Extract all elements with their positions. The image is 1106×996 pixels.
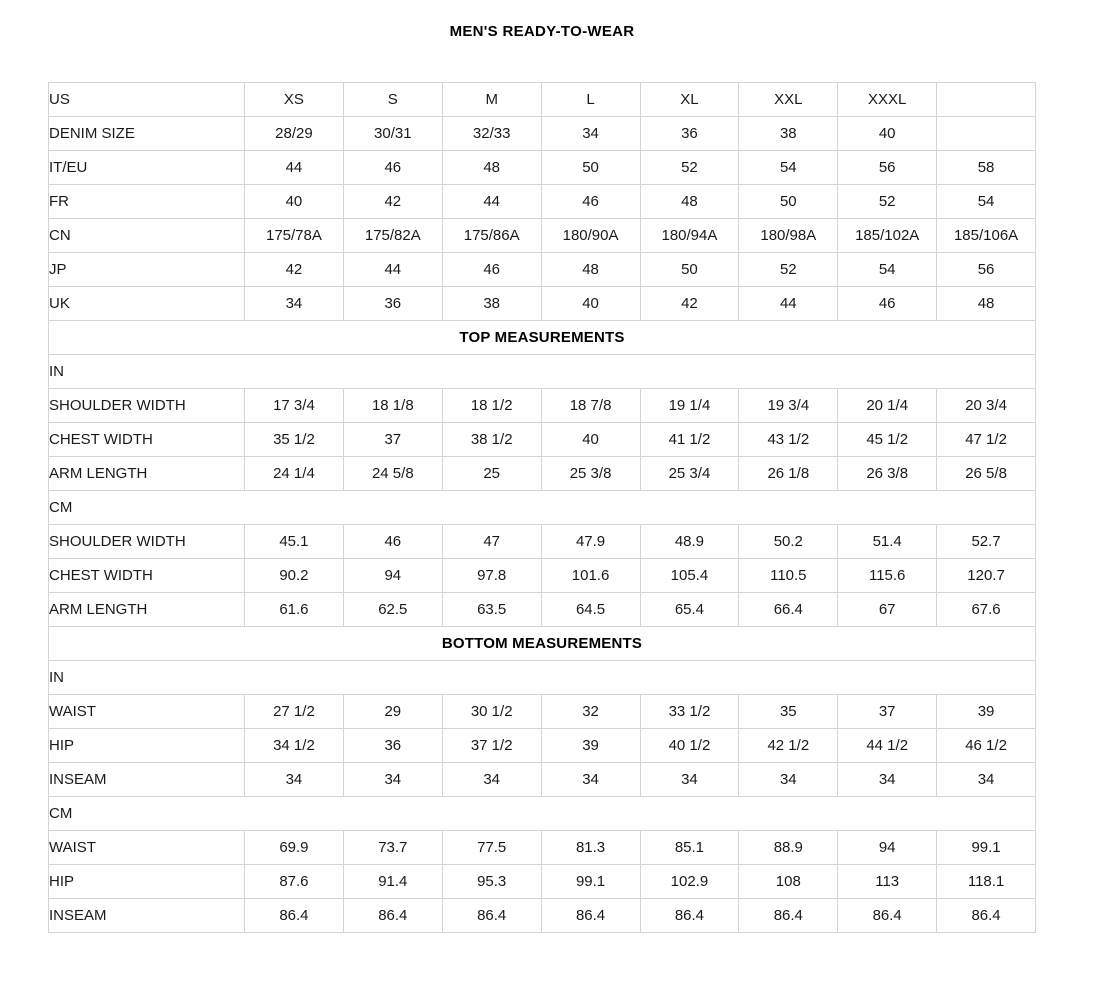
value-cell: 95.3: [442, 865, 541, 899]
value-cell: 30 1/2: [442, 695, 541, 729]
value-cell: 34: [640, 763, 739, 797]
value-cell: 19 1/4: [640, 389, 739, 423]
value-cell: 97.8: [442, 559, 541, 593]
table-row: [49, 389, 1036, 423]
value-cell: 17 3/4: [245, 389, 344, 423]
table-row: [49, 253, 1036, 287]
value-cell: 34: [838, 763, 937, 797]
value-cell: 48: [640, 185, 739, 219]
value-cell: 19 3/4: [739, 389, 838, 423]
value-cell: XS: [245, 83, 344, 117]
value-cell: 175/78A: [245, 219, 344, 253]
value-cell: 54: [838, 253, 937, 287]
value-cell: 40 1/2: [640, 729, 739, 763]
value-cell: 86.4: [343, 899, 442, 933]
value-cell: 40: [541, 423, 640, 457]
value-cell: 66.4: [739, 593, 838, 627]
value-cell: 52: [739, 253, 838, 287]
value-cell: XXXL: [838, 83, 937, 117]
value-cell: 46: [343, 525, 442, 559]
value-cell: 38 1/2: [442, 423, 541, 457]
value-cell: 18 7/8: [541, 389, 640, 423]
value-cell: 37 1/2: [442, 729, 541, 763]
value-cell: 26 1/8: [739, 457, 838, 491]
unit-label: IN: [49, 661, 1036, 695]
value-cell: 24 1/4: [245, 457, 344, 491]
value-cell: 46: [838, 287, 937, 321]
row-label: CN: [49, 219, 245, 253]
value-cell: 39: [937, 695, 1036, 729]
row-label: WAIST: [49, 695, 245, 729]
value-cell: 24 5/8: [343, 457, 442, 491]
unit-row: [49, 491, 1036, 525]
value-cell: 48: [937, 287, 1036, 321]
value-cell: 50: [739, 185, 838, 219]
value-cell: 47.9: [541, 525, 640, 559]
unit-row: [49, 661, 1036, 695]
value-cell: 64.5: [541, 593, 640, 627]
value-cell: 118.1: [937, 865, 1036, 899]
unit-label: IN: [49, 355, 1036, 389]
table-row: [49, 899, 1036, 933]
unit-row: [49, 355, 1036, 389]
value-cell: 113: [838, 865, 937, 899]
value-cell: 40: [541, 287, 640, 321]
table-row: [49, 729, 1036, 763]
value-cell: 50.2: [739, 525, 838, 559]
value-cell: 69.9: [245, 831, 344, 865]
value-cell: 99.1: [937, 831, 1036, 865]
value-cell: 54: [937, 185, 1036, 219]
value-cell: 115.6: [838, 559, 937, 593]
value-cell: 46: [442, 253, 541, 287]
value-cell: 45.1: [245, 525, 344, 559]
table-row: [49, 83, 1036, 117]
value-cell: 34: [245, 763, 344, 797]
value-cell: 41 1/2: [640, 423, 739, 457]
value-cell: 86.4: [541, 899, 640, 933]
value-cell: 85.1: [640, 831, 739, 865]
value-cell: 86.4: [838, 899, 937, 933]
table-row: [49, 457, 1036, 491]
table-row: [49, 185, 1036, 219]
value-cell: 120.7: [937, 559, 1036, 593]
value-cell: L: [541, 83, 640, 117]
value-cell: 39: [541, 729, 640, 763]
value-cell: 25 3/4: [640, 457, 739, 491]
value-cell: 42: [343, 185, 442, 219]
value-cell: 42 1/2: [739, 729, 838, 763]
value-cell: 94: [838, 831, 937, 865]
value-cell: 18 1/8: [343, 389, 442, 423]
value-cell: 185/106A: [937, 219, 1036, 253]
row-label: SHOULDER WIDTH: [49, 525, 245, 559]
table-row: [49, 219, 1036, 253]
value-cell: 77.5: [442, 831, 541, 865]
value-cell: 43 1/2: [739, 423, 838, 457]
row-label: JP: [49, 253, 245, 287]
size-chart-body: [49, 83, 1036, 933]
value-cell: 33 1/2: [640, 695, 739, 729]
value-cell: 36: [343, 729, 442, 763]
value-cell: 87.6: [245, 865, 344, 899]
value-cell: 40: [245, 185, 344, 219]
value-cell: 35 1/2: [245, 423, 344, 457]
value-cell: 52: [640, 151, 739, 185]
row-label: US: [49, 83, 245, 117]
table-row: [49, 695, 1036, 729]
value-cell: 86.4: [640, 899, 739, 933]
value-cell: 34: [541, 117, 640, 151]
value-cell: 42: [640, 287, 739, 321]
value-cell: XL: [640, 83, 739, 117]
unit-row: [49, 797, 1036, 831]
value-cell: 26 3/8: [838, 457, 937, 491]
value-cell: 20 3/4: [937, 389, 1036, 423]
value-cell: 30/31: [343, 117, 442, 151]
value-cell: XXL: [739, 83, 838, 117]
page-title: MEN'S READY-TO-WEAR: [449, 23, 635, 40]
value-cell: 25 3/8: [541, 457, 640, 491]
table-row: [49, 151, 1036, 185]
value-cell: 38: [442, 287, 541, 321]
value-cell: 47 1/2: [937, 423, 1036, 457]
value-cell: 46: [343, 151, 442, 185]
value-cell: 102.9: [640, 865, 739, 899]
value-cell: M: [442, 83, 541, 117]
table-row: [49, 865, 1036, 899]
value-cell: 27 1/2: [245, 695, 344, 729]
value-cell: 67: [838, 593, 937, 627]
row-label: INSEAM: [49, 899, 245, 933]
row-label: INSEAM: [49, 763, 245, 797]
value-cell: 34 1/2: [245, 729, 344, 763]
value-cell: 101.6: [541, 559, 640, 593]
value-cell: 50: [640, 253, 739, 287]
row-label: IT/EU: [49, 151, 245, 185]
size-chart-table: [48, 82, 1036, 933]
value-cell: 185/102A: [838, 219, 937, 253]
value-cell: 54: [739, 151, 838, 185]
row-label: HIP: [49, 865, 245, 899]
value-cell: 105.4: [640, 559, 739, 593]
value-cell: 88.9: [739, 831, 838, 865]
row-label: CHEST WIDTH: [49, 559, 245, 593]
value-cell: 73.7: [343, 831, 442, 865]
value-cell: 48.9: [640, 525, 739, 559]
value-cell: 94: [343, 559, 442, 593]
row-label: WAIST: [49, 831, 245, 865]
value-cell: 91.4: [343, 865, 442, 899]
section-header-row: [49, 321, 1036, 355]
value-cell: 34: [937, 763, 1036, 797]
value-cell: 62.5: [343, 593, 442, 627]
value-cell: 50: [541, 151, 640, 185]
value-cell: 180/90A: [541, 219, 640, 253]
value-cell: 44: [245, 151, 344, 185]
value-cell: 44: [739, 287, 838, 321]
value-cell: 108: [739, 865, 838, 899]
value-cell: 20 1/4: [838, 389, 937, 423]
table-row: [49, 117, 1036, 151]
value-cell: 45 1/2: [838, 423, 937, 457]
value-cell: 25: [442, 457, 541, 491]
value-cell: 26 5/8: [937, 457, 1036, 491]
size-guide-page: [48, 23, 1036, 933]
value-cell: 63.5: [442, 593, 541, 627]
value-cell: 58: [937, 151, 1036, 185]
section-header: BOTTOM MEASUREMENTS: [49, 627, 1036, 661]
value-cell: 28/29: [245, 117, 344, 151]
row-label: SHOULDER WIDTH: [49, 389, 245, 423]
value-cell: 52.7: [937, 525, 1036, 559]
value-cell: 18 1/2: [442, 389, 541, 423]
table-row: [49, 525, 1036, 559]
value-cell: 61.6: [245, 593, 344, 627]
section-header: TOP MEASUREMENTS: [49, 321, 1036, 355]
table-row: [49, 831, 1036, 865]
value-cell: 32/33: [442, 117, 541, 151]
value-cell: 46 1/2: [937, 729, 1036, 763]
table-row: [49, 287, 1036, 321]
value-cell: 29: [343, 695, 442, 729]
value-cell: 36: [343, 287, 442, 321]
row-label: DENIM SIZE: [49, 117, 245, 151]
value-cell: 175/82A: [343, 219, 442, 253]
value-cell: 51.4: [838, 525, 937, 559]
value-cell: S: [343, 83, 442, 117]
row-label: ARM LENGTH: [49, 457, 245, 491]
value-cell: 34: [442, 763, 541, 797]
value-cell: 35: [739, 695, 838, 729]
value-cell: 34: [739, 763, 838, 797]
table-row: [49, 593, 1036, 627]
value-cell: 47: [442, 525, 541, 559]
value-cell: 34: [245, 287, 344, 321]
value-cell: 38: [739, 117, 838, 151]
value-cell: 175/86A: [442, 219, 541, 253]
row-label: CHEST WIDTH: [49, 423, 245, 457]
row-label: UK: [49, 287, 245, 321]
unit-label: CM: [49, 491, 1036, 525]
value-cell: 34: [541, 763, 640, 797]
value-cell: 99.1: [541, 865, 640, 899]
value-cell: 180/98A: [739, 219, 838, 253]
value-cell: 67.6: [937, 593, 1036, 627]
value-cell: 56: [838, 151, 937, 185]
value-cell: 34: [343, 763, 442, 797]
value-cell: 40: [838, 117, 937, 151]
value-cell: 37: [838, 695, 937, 729]
value-cell: 44 1/2: [838, 729, 937, 763]
value-cell: [937, 117, 1036, 151]
section-header-row: [49, 627, 1036, 661]
value-cell: 48: [541, 253, 640, 287]
row-label: HIP: [49, 729, 245, 763]
value-cell: 44: [343, 253, 442, 287]
value-cell: 44: [442, 185, 541, 219]
row-label: ARM LENGTH: [49, 593, 245, 627]
value-cell: [937, 83, 1036, 117]
value-cell: 52: [838, 185, 937, 219]
value-cell: 37: [343, 423, 442, 457]
value-cell: 32: [541, 695, 640, 729]
value-cell: 86.4: [442, 899, 541, 933]
value-cell: 110.5: [739, 559, 838, 593]
value-cell: 46: [541, 185, 640, 219]
table-row: [49, 763, 1036, 797]
value-cell: 86.4: [245, 899, 344, 933]
unit-label: CM: [49, 797, 1036, 831]
row-label: FR: [49, 185, 245, 219]
value-cell: 65.4: [640, 593, 739, 627]
value-cell: 86.4: [937, 899, 1036, 933]
value-cell: 180/94A: [640, 219, 739, 253]
value-cell: 86.4: [739, 899, 838, 933]
value-cell: 42: [245, 253, 344, 287]
table-row: [49, 559, 1036, 593]
value-cell: 36: [640, 117, 739, 151]
value-cell: 90.2: [245, 559, 344, 593]
value-cell: 81.3: [541, 831, 640, 865]
value-cell: 56: [937, 253, 1036, 287]
table-row: [49, 423, 1036, 457]
value-cell: 48: [442, 151, 541, 185]
